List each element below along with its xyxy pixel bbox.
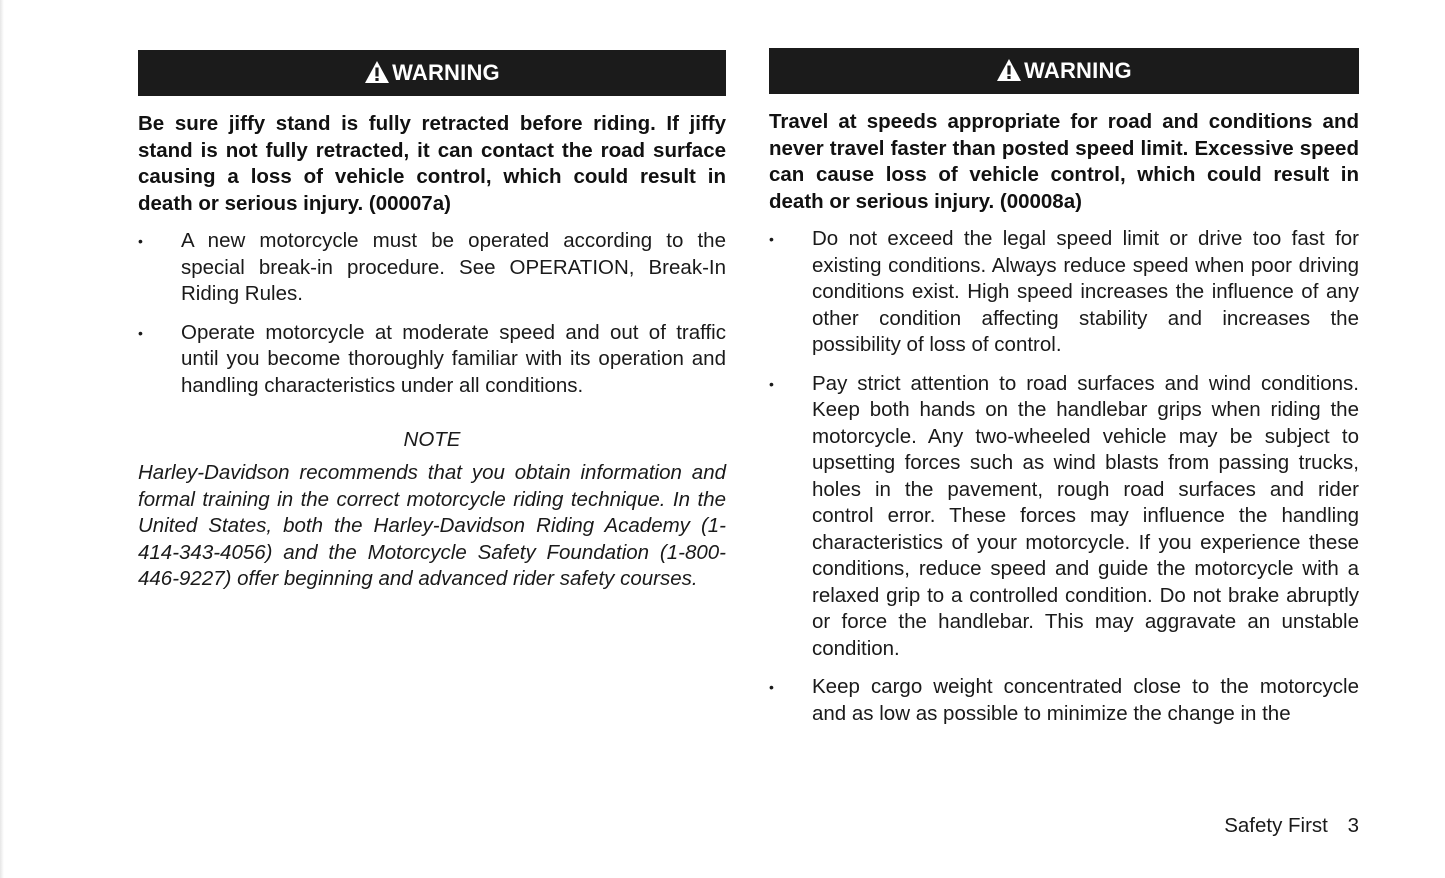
right-warning-banner (769, 48, 1359, 94)
bullet-icon: • (769, 375, 774, 392)
warning-triangle-icon (364, 60, 390, 84)
left-warning-text: Be sure jiffy stand is fully retracted before riding. If jiffy stand is not fully retracted, it can contact the road surface causing a loss of vehicle control, which could result in death or serious injury. (00007a) (138, 112, 726, 215)
right-warning-text: Travel at speeds appropriate for road and conditions and never travel faster than posted speed limit. Excessive speed can cause loss of vehicle control, which could result in death or serious injury. (00008a) (769, 110, 1359, 213)
page-footer (1224, 813, 1359, 839)
bullet-icon: • (138, 233, 143, 249)
list-item (138, 228, 726, 308)
bullet-icon: • (138, 324, 143, 341)
right-bullet-list (769, 226, 1359, 739)
note-heading: NOTE (403, 428, 461, 451)
list-item (769, 674, 1359, 727)
list-item (769, 226, 1359, 359)
bullet-icon: • (769, 679, 774, 695)
left-bullet-list (138, 228, 726, 411)
list-item (769, 371, 1359, 663)
list-item (138, 320, 726, 400)
note-text: Harley-Davidson recommends that you obtain information and formal training in the correct motorcycle riding technique. In the United States, both the Harley-Davidson Riding Academy (1-414-343-4056) and the Motorcycle Safety Foundation (1-800-446-9227) offer beginning and advanced rider safety courses. (138, 461, 726, 590)
footer-section-title: Safety First (1224, 814, 1328, 837)
list-item-text: Pay strict attention to road surfaces and wind conditions. Keep both hands on the handlebar grips when riding the motorcycle. Any two-wheeled vehicle may be subject to upsetting forces such as wind blasts from passing trucks, holes in the pavement, rough road surfaces and rider control error. These forces may influence the handling characteristics of your motorcycle. If you experience these conditions, reduce speed and guide the motorcycle with a relaxed grip to a controlled condition. Do not brake abruptly or force the handlebar. This may aggravate an unstable condition. (812, 371, 1359, 660)
list-item-text: Do not exceed the legal speed limit or drive too fast for existing conditions. Always reduce speed when poor driving conditions exist. High speed increases the influence of any other condition affecting stability and increases the possibility of loss of control. (812, 227, 1359, 356)
scan-edge (0, 0, 4, 878)
list-item-text: Keep cargo weight concentrated close to the motorcycle and as low as possible to minimize the change in the (812, 675, 1359, 725)
page-number: 3 (1347, 814, 1359, 837)
right-warning-label: WARNING (1024, 58, 1132, 83)
list-item-text: A new motorcycle must be operated according to the special break-in procedure. See OPERATION, Break-In Riding Rules. (181, 229, 726, 305)
warning-triangle-icon (996, 58, 1022, 82)
bullet-icon: • (769, 231, 774, 247)
left-warning-banner (138, 50, 726, 96)
left-warning-label: WARNING (392, 60, 500, 85)
list-item-text: Operate motorcycle at moderate speed and out of traffic until you become thoroughly familiar with its operation and handling characteristics under all conditions. (181, 320, 726, 397)
